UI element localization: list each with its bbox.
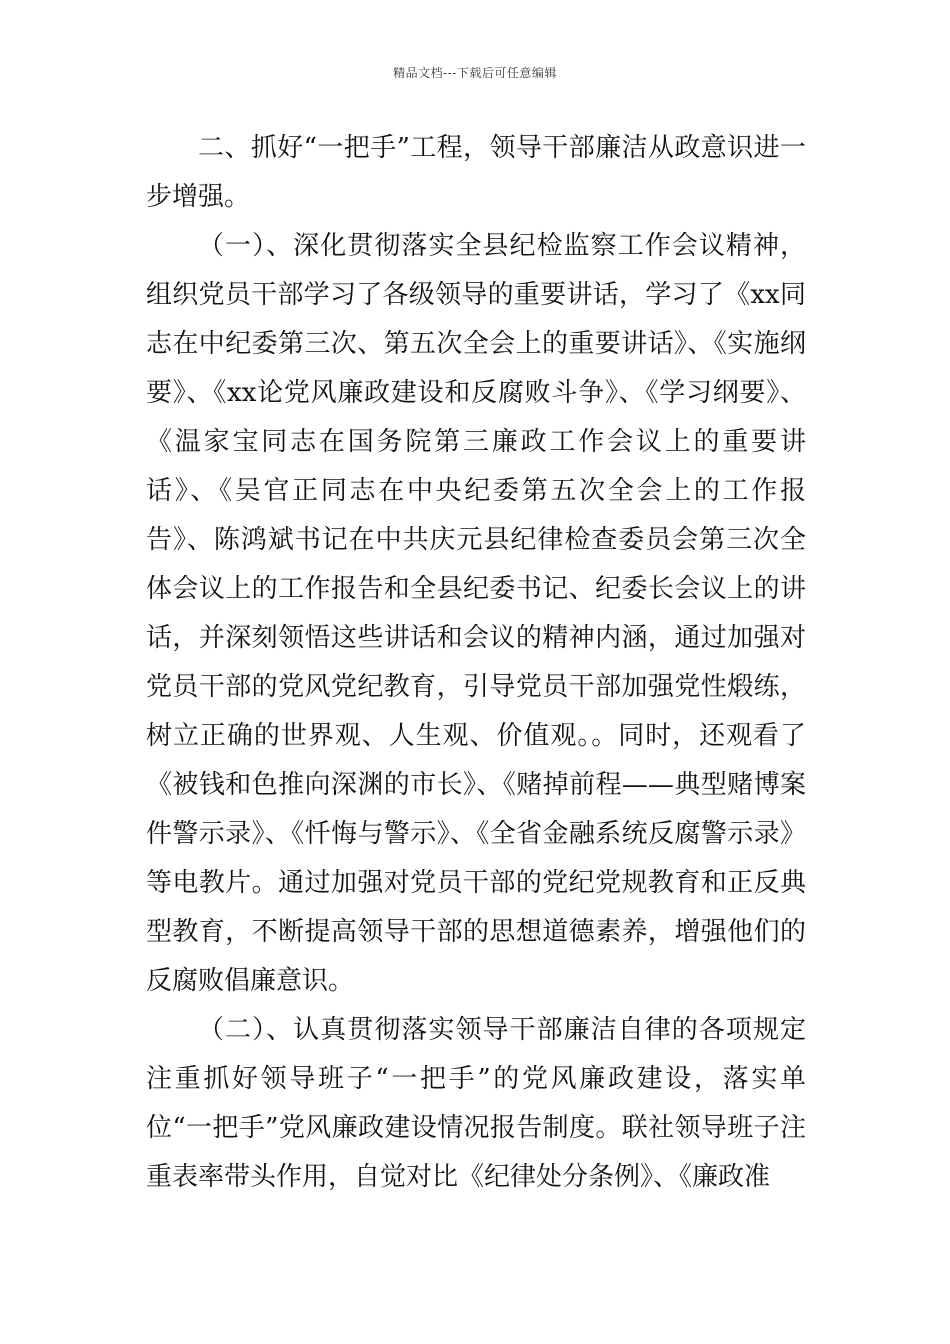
paragraph-section-two: 二、抓好“一把手”工程，领导干部廉洁从政意识进一步增强。	[146, 133, 806, 212]
document-body	[146, 124, 806, 1202]
paragraph-item-two: （二）、认真贯彻落实领导干部廉洁自律的各项规定注重抓好领导班子“一把手”的党风廉政建设，落实单位“一把手”党风廉政建设情况报告制度。联社领导班子注重表率带头作用，自觉对比《纪律处分条例》、《廉政准	[146, 1015, 806, 1192]
paragraph-item-one: （一）、深化贯彻落实全县纪检监察工作会议精神，组织党员干部学习了各级领导的重要讲话，学习了《xx同志在中纪委第三次、第五次全会上的重要讲话》、《实施纲要》、《xx论党风廉政建设和反腐败斗争》、《学习纲要》、《温家宝同志在国务院第三廉政工作会议上的重要讲话》、《吴官正同志在中央纪委第五次全会上的工作报告》、陈鸿斌书记在中共庆元县纪律检查委员会第三次全体会议上的工作报告和全县纪委书记、纪委长会议上的讲话，并深刻领悟这些讲话和会议的精神内涵，通过加强对党员干部的党风党纪教育，引导党员干部加强党性煅练，树立正确的世界观、人生观、价值观。。同时，还观看了《被钱和色推向深渊的市长》、《赌掉前程——典型赌博案件警示录》、《忏悔与警示》、《全省金融系统反腐警示录》等电教片。通过加强对党员干部的党纪党规教育和正反典型教育，不断提高领导干部的思想道德素养，增强他们的反腐败倡廉意识。	[146, 231, 806, 996]
page-header: 精品文档---下载后可任意编辑	[393, 66, 557, 80]
